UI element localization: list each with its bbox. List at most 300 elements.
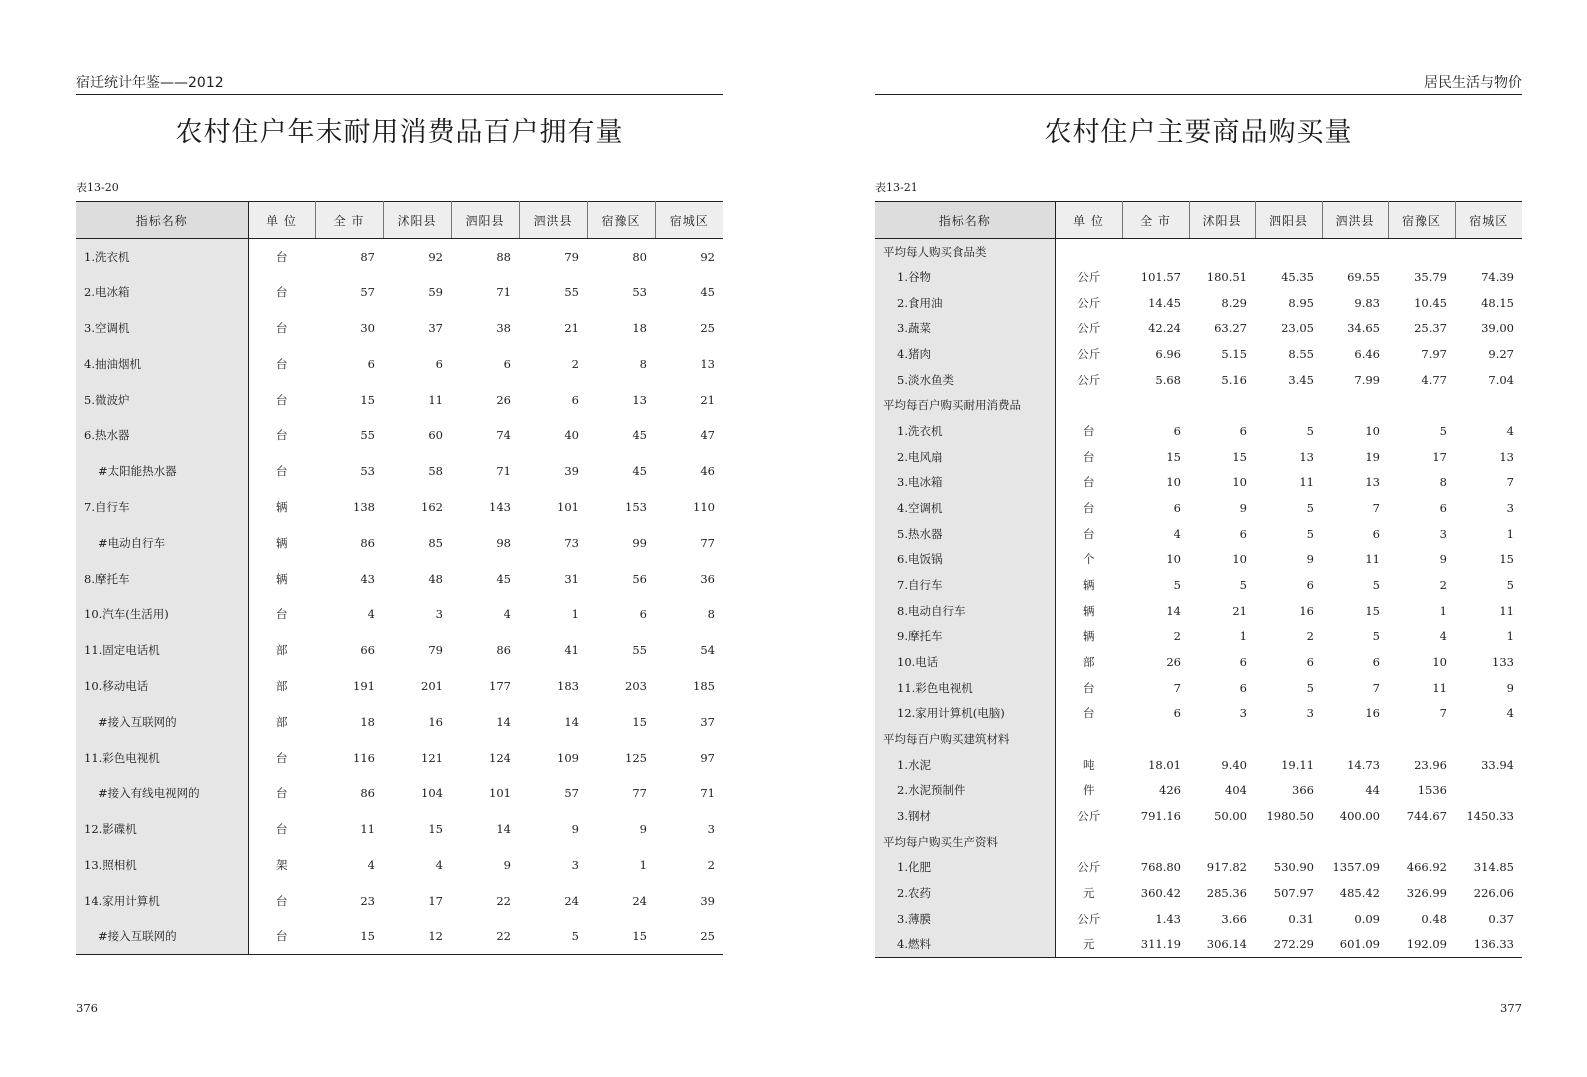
unit-cell: 台 [276,607,288,622]
value-cell: 183 [557,678,579,693]
value-cell: 4 [367,857,375,872]
item-name: #接入互联网的 [76,919,248,955]
table-row [76,310,723,346]
unit-cell: 公斤 [1077,321,1101,336]
value-cell: 306.14 [1206,937,1247,952]
table-number: 表13-21 [875,181,918,194]
value-cell: 0.37 [1488,911,1514,926]
value-cell: 9 [639,822,647,837]
unit-cell: 台 [276,320,288,335]
table-row [875,444,1522,470]
value-cell: 9 [571,822,579,837]
value-cell [1255,239,1322,265]
value-cell: 15 [1365,603,1380,618]
value-cell [1189,726,1255,752]
value-cell: 11 [360,822,375,837]
table-body [875,239,1522,958]
value-cell: 10 [1365,424,1380,439]
value-cell: 1.43 [1155,911,1181,926]
value-cell: 7.04 [1488,372,1514,387]
value-cell: 18.01 [1148,757,1181,772]
table-row [76,346,723,382]
table-row [76,883,723,919]
unit-cell: 辆 [1083,629,1095,644]
table-row [875,367,1522,393]
value-cell: 36 [700,571,715,586]
value-cell: 101 [489,786,511,801]
unit-cell: 公斤 [1077,809,1101,824]
table-row [76,489,723,525]
value-cell: 507.97 [1273,886,1314,901]
value-cell: 1 [1506,629,1514,644]
unit-cell: 吨 [1083,757,1095,772]
value-cell: 203 [625,678,647,693]
page-number: 376 [76,1001,98,1015]
value-cell: 136.33 [1473,937,1514,952]
value-cell: 74 [496,428,511,443]
value-cell: 8 [639,356,647,371]
left-page [76,0,723,1077]
column-header: 泗洪县 [519,202,587,239]
value-cell: 201 [421,678,443,693]
unit-cell: 公斤 [1077,270,1101,284]
value-cell: 71 [496,285,511,300]
value-cell: 17 [1432,449,1447,464]
value-cell: 25 [700,320,715,335]
column-header: 单 位 [1055,202,1122,239]
value-cell: 7 [1439,706,1447,721]
unit-cell: 台 [276,893,288,908]
value-cell: 23.96 [1414,757,1447,772]
value-cell: 6 [1173,424,1181,439]
value-cell: 11 [1499,603,1514,618]
value-cell: 45.35 [1281,270,1314,284]
value-cell: 56 [632,571,647,586]
item-name: 1.洗衣机 [875,418,1055,444]
value-cell: 79 [428,643,443,658]
value-cell: 426 [1159,783,1181,798]
unit-cell: 辆 [1083,603,1095,618]
value-cell: 1 [571,607,579,622]
value-cell: 63.27 [1214,321,1247,336]
value-cell: 13 [700,356,715,371]
value-cell: 86 [360,786,375,801]
value-cell: 2 [707,857,715,872]
value-cell: 6 [639,607,647,622]
item-name: 7.自行车 [875,572,1055,598]
value-cell: 6 [1239,526,1247,541]
value-cell [1255,393,1322,419]
unit-cell: 台 [276,285,288,300]
item-name: 12.影碟机 [76,811,248,847]
value-cell: 87 [360,250,375,265]
value-cell: 10 [1166,475,1181,490]
value-cell: 744.67 [1406,809,1447,824]
table-row [875,906,1522,932]
table-row [875,341,1522,367]
unit-cell: 台 [276,250,288,265]
table-row [76,668,723,704]
table-row [875,803,1522,829]
value-cell: 0.09 [1354,911,1380,926]
value-cell: 37 [428,320,443,335]
value-cell: 14.45 [1148,295,1181,310]
value-cell: 21 [564,320,579,335]
table-row [875,316,1522,342]
group-label: 平均每百户购买建筑材料 [875,726,1055,752]
group-label: 平均每户购买生产资料 [875,829,1055,855]
value-cell: 7 [1372,680,1380,695]
value-cell: 272.29 [1273,937,1314,952]
table-row [875,521,1522,547]
table-title: 农村住户年末耐用消费品百户拥有量 [175,117,624,148]
value-cell: 9 [503,857,511,872]
item-name: 4.猪肉 [875,341,1055,367]
unit-cell: 部 [1083,655,1095,670]
item-name: 5.微波炉 [76,382,248,418]
value-cell: 8.55 [1288,347,1314,362]
table-row [875,855,1522,881]
value-cell: 180.51 [1206,270,1247,284]
value-cell: 360.42 [1140,886,1181,901]
value-cell: 14 [1166,603,1181,618]
value-cell: 5 [1439,424,1447,439]
value-cell: 33.94 [1481,757,1514,772]
value-cell: 5.16 [1221,372,1247,387]
value-cell: 285.36 [1206,886,1247,901]
table-row [76,561,723,597]
value-cell: 3 [707,822,715,837]
item-name: 2.电风扇 [875,444,1055,470]
unit-cell: 台 [1083,526,1095,541]
ownership-table [76,201,723,955]
value-cell: 8.95 [1288,295,1314,310]
item-name: #太阳能热水器 [76,453,248,489]
value-cell: 45 [632,428,647,443]
item-name: 14.家用计算机 [76,883,248,919]
value-cell: 121 [421,750,443,765]
table-row [76,704,723,740]
item-name: #电动自行车 [76,525,248,561]
value-cell: 88 [496,250,511,265]
value-cell: 3.45 [1288,372,1314,387]
value-cell: 5.68 [1155,372,1181,387]
table-row [76,811,723,847]
item-name: 2.农药 [875,880,1055,906]
value-cell: 71 [496,464,511,479]
value-cell: 4 [503,607,511,622]
value-cell: 41 [564,643,579,658]
header-row [76,202,723,239]
value-cell: 37 [700,714,715,729]
value-cell: 53 [360,464,375,479]
column-header: 单 位 [248,202,315,239]
table-row [76,847,723,883]
page-number: 377 [1500,1001,1522,1015]
unit-cell: 辆 [276,535,288,550]
value-cell: 6 [1239,424,1247,439]
table-body [76,239,723,955]
value-cell: 15 [1499,552,1514,567]
value-cell: 109 [557,750,579,765]
unit-cell: 元 [1083,886,1095,901]
item-name: 6.热水器 [76,417,248,453]
column-header: 指标名称 [76,202,248,239]
unit-cell: 架 [276,857,288,872]
unit-cell: 台 [1083,475,1095,490]
item-name: 3.钢材 [875,803,1055,829]
table-row [875,624,1522,650]
value-cell: 55 [564,285,579,300]
value-cell: 13 [1365,475,1380,490]
value-cell: 15 [360,929,375,944]
value-cell [1122,726,1189,752]
table-row [875,598,1522,624]
value-cell: 71 [700,786,715,801]
value-cell: 1450.33 [1466,809,1514,824]
unit-cell: 辆 [276,571,288,586]
value-cell: 11 [1432,680,1447,695]
value-cell [1255,726,1322,752]
value-cell: 6 [367,356,375,371]
unit-cell: 部 [276,643,288,658]
item-name: #接入有线电视网的 [76,775,248,811]
value-cell: 6 [1372,526,1380,541]
value-cell: 10 [1232,552,1247,567]
value-cell: 6 [571,392,579,407]
value-cell: 45 [496,571,511,586]
table-row [875,418,1522,444]
value-cell: 55 [360,428,375,443]
value-cell: 3.66 [1221,911,1247,926]
table-row [875,752,1522,778]
item-name: 2.水泥预制件 [875,778,1055,804]
item-name: 4.空调机 [875,495,1055,521]
value-cell: 16 [1365,706,1380,721]
value-cell: 55 [632,643,647,658]
value-cell: 4 [1439,629,1447,644]
table-row [875,880,1522,906]
item-name: 5.淡水鱼类 [875,367,1055,393]
value-cell: 125 [625,750,647,765]
value-cell: 80 [632,250,647,265]
value-cell: 15 [632,929,647,944]
value-cell: 485.42 [1339,886,1380,901]
value-cell: 138 [353,499,375,514]
item-name: 3.电冰箱 [875,470,1055,496]
value-cell: 54 [700,643,715,658]
value-cell: 400.00 [1339,809,1380,824]
table-row [875,547,1522,573]
item-name: #接入互联网的 [76,704,248,740]
value-cell: 5 [1239,578,1247,593]
value-cell: 917.82 [1206,860,1247,875]
value-cell: 768.80 [1140,860,1181,875]
value-cell: 25.37 [1414,321,1447,336]
unit-cell: 台 [1083,706,1095,721]
value-cell: 15 [428,822,443,837]
value-cell: 9.27 [1488,347,1514,362]
value-cell: 39 [700,893,715,908]
table-row [76,239,723,275]
unit-cell: 台 [276,822,288,837]
table-row [875,649,1522,675]
value-cell: 6 [1372,655,1380,670]
value-cell: 2 [1306,629,1314,644]
value-cell: 39 [564,464,579,479]
value-cell: 1 [1239,629,1247,644]
group-row [875,829,1522,855]
table-row [76,919,723,955]
item-name: 4.燃料 [875,932,1055,958]
item-name: 3.蔬菜 [875,316,1055,342]
unit-cell: 辆 [1083,578,1095,593]
value-cell: 45 [700,285,715,300]
value-cell: 10 [1232,475,1247,490]
value-cell: 57 [564,786,579,801]
table-row [76,632,723,668]
value-cell: 5 [1306,501,1314,516]
value-cell: 10 [1432,655,1447,670]
value-cell: 3 [571,857,579,872]
table-row [875,495,1522,521]
value-cell [1388,239,1455,265]
value-cell [1322,829,1388,855]
value-cell: 7 [1506,475,1514,490]
item-name: 5.热水器 [875,521,1055,547]
column-header: 沭阳县 [1189,202,1255,239]
value-cell: 1 [1439,603,1447,618]
value-cell: 53 [632,285,647,300]
table-row [76,775,723,811]
unit-cell: 公斤 [1077,911,1101,926]
value-cell [1388,829,1455,855]
value-cell: 15 [1166,449,1181,464]
value-cell: 5.15 [1221,347,1247,362]
group-row [875,393,1522,419]
item-name: 8.摩托车 [76,561,248,597]
unit-cell: 台 [1083,449,1095,464]
value-cell: 26 [496,392,511,407]
value-cell: 57 [360,285,375,300]
value-cell: 5 [1173,578,1181,593]
unit-cell [1055,829,1122,855]
value-cell: 4 [1173,526,1181,541]
value-cell: 9.40 [1221,757,1247,772]
item-name: 6.电饭锅 [875,547,1055,573]
value-cell: 15 [1232,449,1247,464]
header-row [875,202,1522,239]
value-cell: 226.06 [1473,886,1514,901]
value-cell: 66 [360,643,375,658]
table-number: 表13-20 [76,181,119,194]
value-cell [1189,829,1255,855]
value-cell: 48 [428,571,443,586]
value-cell: 1 [1506,526,1514,541]
value-cell: 22 [496,893,511,908]
table-row [875,701,1522,727]
value-cell: 18 [632,320,647,335]
value-cell: 9 [1439,552,1447,567]
value-cell: 39.00 [1481,321,1514,336]
item-name: 3.空调机 [76,310,248,346]
value-cell: 13 [1299,449,1314,464]
value-cell: 8 [1439,475,1447,490]
value-cell [1388,726,1455,752]
value-cell: 15 [360,392,375,407]
value-cell: 6 [1239,680,1247,695]
value-cell: 1980.50 [1266,809,1314,824]
unit-cell: 公斤 [1077,295,1101,310]
unit-cell: 台 [1083,680,1095,695]
group-label: 平均每人购买食品类 [875,239,1055,265]
item-name: 2.电冰箱 [76,274,248,310]
value-cell: 17 [428,893,443,908]
value-cell: 601.09 [1339,937,1380,952]
value-cell [1455,778,1522,804]
unit-cell: 元 [1083,937,1095,952]
value-cell: 124 [489,750,511,765]
value-cell: 92 [428,250,443,265]
item-name: 11.彩色电视机 [76,740,248,776]
table-row [76,596,723,632]
value-cell: 4 [367,607,375,622]
unit-cell [1055,393,1122,419]
column-header: 全 市 [315,202,383,239]
table-row [875,470,1522,496]
unit-cell: 公斤 [1077,860,1101,875]
value-cell: 15 [632,714,647,729]
value-cell: 6 [435,356,443,371]
item-name: 1.水泥 [875,752,1055,778]
value-cell: 7.99 [1354,372,1380,387]
value-cell: 311.19 [1140,937,1181,952]
value-cell: 46 [700,464,715,479]
value-cell: 97 [700,750,715,765]
value-cell [1189,393,1255,419]
value-cell [1455,239,1522,265]
value-cell [1455,726,1522,752]
item-name: 10.汽车(生活用) [76,596,248,632]
value-cell: 25 [700,929,715,944]
value-cell: 110 [693,499,715,514]
value-cell: 2 [1439,578,1447,593]
value-cell: 14 [564,714,579,729]
value-cell: 192.09 [1406,937,1447,952]
column-header: 全 市 [1122,202,1189,239]
value-cell: 58 [428,464,443,479]
value-cell: 8 [707,607,715,622]
value-cell: 466.92 [1406,860,1447,875]
column-header: 宿城区 [655,202,723,239]
unit-cell: 部 [276,678,288,693]
table-row [875,572,1522,598]
unit-cell: 台 [276,392,288,407]
value-cell: 11 [428,392,443,407]
value-cell: 69.55 [1347,270,1380,284]
table-row [76,525,723,561]
table-row [76,453,723,489]
value-cell: 101.57 [1140,270,1181,284]
value-cell: 116 [353,750,375,765]
value-cell: 14 [496,822,511,837]
table-row [875,675,1522,701]
unit-cell: 台 [276,750,288,765]
table-row [76,417,723,453]
value-cell [1122,393,1189,419]
value-cell [1255,829,1322,855]
value-cell: 98 [496,535,511,550]
